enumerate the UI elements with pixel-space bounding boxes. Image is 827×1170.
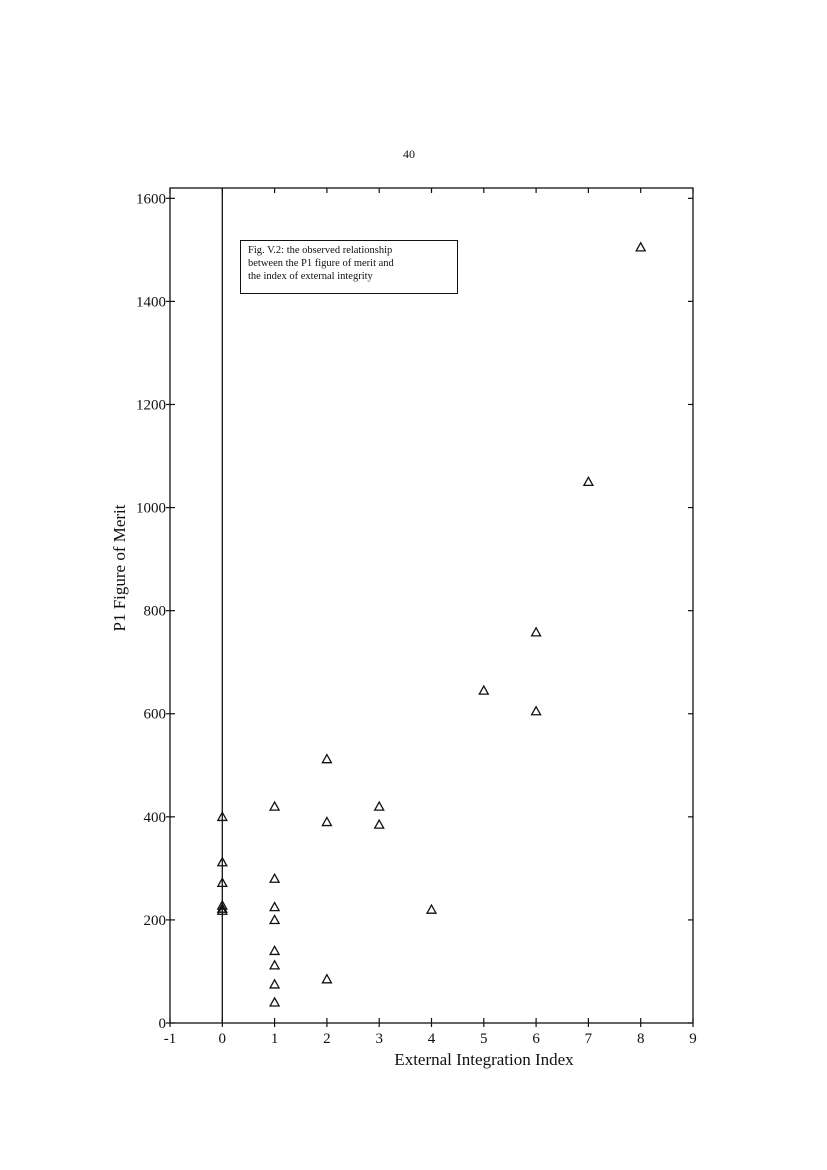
caption-line-1: Fig. V.2: the observed relationship [248, 245, 393, 256]
y-tick-label: 1000 [136, 500, 166, 517]
caption-line-2: between the P1 figure of merit and [248, 258, 394, 269]
data-point [584, 477, 593, 485]
data-point [375, 802, 384, 810]
y-axis-title: P1 Figure of Merit [110, 504, 129, 632]
y-tick-label: 200 [143, 912, 166, 929]
caption-line-3: the index of external integrity [248, 271, 373, 282]
x-tick-label: 8 [636, 1031, 645, 1047]
data-point [270, 915, 279, 923]
y-tick-label: 0 [158, 1016, 166, 1032]
x-axis-ticks [164, 188, 697, 1047]
y-tick-label: 1200 [136, 397, 166, 414]
x-tick-label: 5 [480, 1031, 488, 1047]
y-tick-label: 1400 [136, 294, 166, 311]
y-tick-label: 1600 [136, 191, 166, 208]
x-tick-label: 6 [532, 1031, 540, 1047]
data-point [270, 946, 279, 954]
y-tick-label: 400 [143, 809, 166, 826]
page-number: 40 [403, 147, 415, 161]
x-axis-title: External Integration Index [394, 1050, 574, 1069]
data-point [270, 903, 279, 911]
data-point [479, 686, 488, 694]
x-tick-label: 0 [218, 1031, 227, 1047]
data-points [218, 243, 645, 1006]
x-tick-label: 2 [323, 1031, 331, 1047]
x-tick-label: -1 [163, 1031, 177, 1047]
data-point [636, 243, 645, 251]
data-point [270, 874, 279, 882]
data-point [532, 707, 541, 715]
data-point [270, 802, 279, 810]
plot-frame [170, 188, 693, 1023]
x-tick-label: 9 [689, 1031, 697, 1047]
data-point [322, 817, 331, 825]
y-tick-label: 600 [143, 706, 166, 723]
data-point [270, 961, 279, 969]
data-point [270, 998, 279, 1006]
data-point [532, 628, 541, 636]
figure-caption-box [240, 240, 458, 294]
x-tick-label: 4 [427, 1031, 436, 1047]
data-point [270, 980, 279, 988]
y-tick-label: 800 [143, 603, 166, 620]
x-tick-label: 3 [375, 1031, 383, 1047]
data-point [375, 820, 384, 828]
data-point [427, 905, 436, 913]
x-tick-label: 1 [270, 1031, 279, 1047]
data-point [322, 755, 331, 763]
data-point [322, 975, 331, 983]
x-tick-label: 7 [584, 1031, 593, 1047]
